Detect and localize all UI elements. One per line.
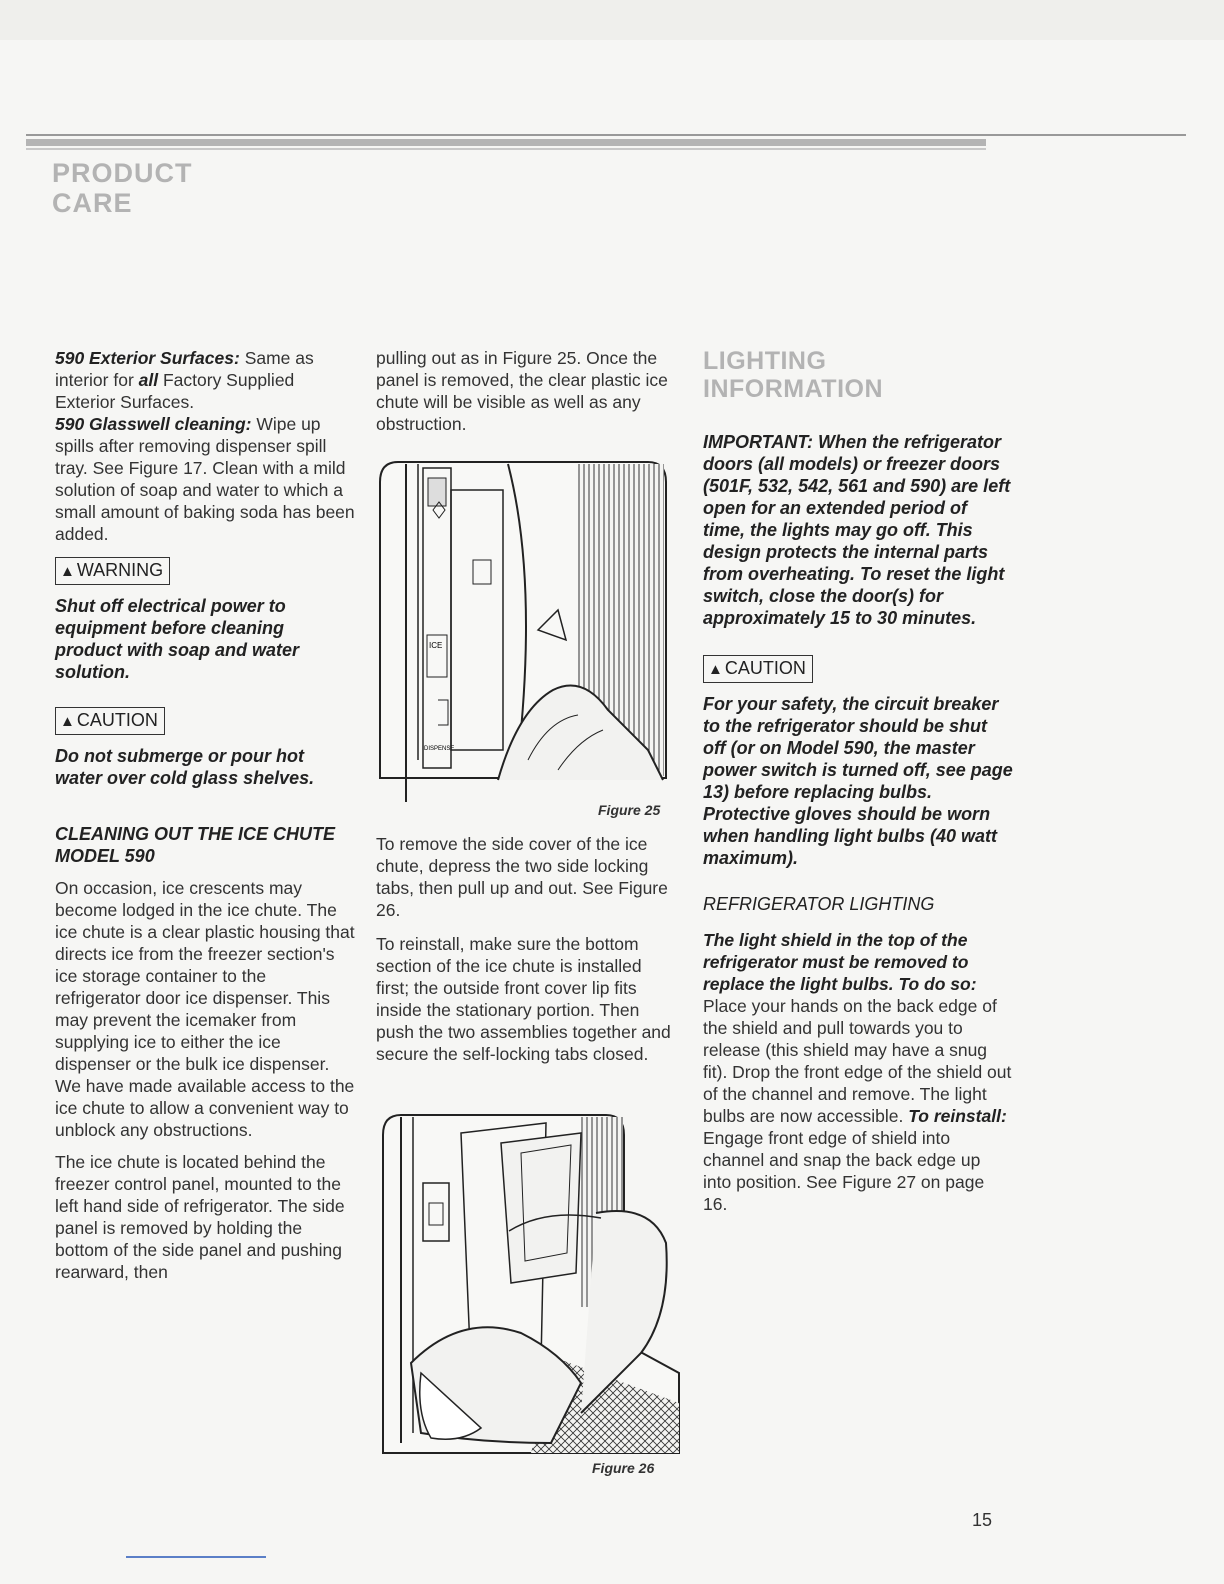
text-glasswell: Wipe up spills after removing dispenser spill tray. See Figure 17. Clean with a mild solution of soap and water to which a small amount of baking soda has been added. xyxy=(55,414,355,544)
warning-label: WARNING xyxy=(76,560,164,580)
header-rule-thick xyxy=(26,139,986,146)
subheading-ice-chute: CLEANING OUT THE ICE CHUTE MODEL 590 xyxy=(55,824,336,866)
lighting-title-line2: INFORMATION xyxy=(703,375,884,403)
figure-25-label-dispense: DISPENSE xyxy=(424,746,455,752)
paragraph-ice-chute-intro: On occasion, ice crescents may become lodged in the ice chute. The ice chute is a clear plastic housing that directs ice from the freezer section's ice storage container to the refrigerator door ice dispenser. This may prevent the icemaker from supplying ice to either the ice dispenser or the bulk ice dispenser. We have made available access to the ice chute to allow a convenient way to unblock any obstructions. xyxy=(55,878,355,1140)
figure-25-caption: Figure 25 xyxy=(598,802,661,818)
warning-badge xyxy=(55,557,170,585)
caution-label-lighting: CAUTION xyxy=(724,658,806,678)
text-exterior: Same as interior for xyxy=(55,348,314,390)
caution-label: CAUTION xyxy=(76,710,158,730)
lighting-title xyxy=(703,347,1013,403)
figure-26-caption: Figure 26 xyxy=(592,1460,655,1476)
figure-26-illustration xyxy=(381,1113,681,1458)
bottom-blue-rule xyxy=(126,1556,266,1558)
important-notice: IMPORTANT: When the refrigerator doors (all models) or freezer doors (501F, 532, 542, 561 and 590) are left open for an extended period of time, the lights may go off. This design protects the internal parts from overheating. To reset the light switch, close the door(s) for approximately 15 to 30 minutes. xyxy=(703,432,1011,628)
column-middle-lower xyxy=(376,833,672,1075)
caution-triangle-icon-lighting: ▲ xyxy=(708,661,723,678)
lead-exterior-surfaces: 590 Exterior Surfaces: xyxy=(55,348,240,368)
lead-reinstall: To reinstall: xyxy=(908,1106,1007,1126)
column-middle xyxy=(376,347,672,445)
lighting-title-line1: LIGHTING xyxy=(703,347,827,375)
lead-glasswell-cleaning: 590 Glasswell cleaning: xyxy=(55,414,252,434)
paragraph-ice-chute-location: The ice chute is located behind the freezer control panel, mounted to the left hand side of refrigerator. The side panel is removed by holding the bottom of the side panel and pushing rearward, then xyxy=(55,1152,345,1282)
text-reinstall: Engage front edge of shield into channel and snap the back edge up into position. See Figure 27 on page 16. xyxy=(703,1128,985,1214)
section-title-line1: PRODUCT xyxy=(52,158,193,188)
caution-badge xyxy=(55,707,165,735)
paragraph-pulling-out: pulling out as in Figure 25. Once the panel is removed, the clear plastic ice chute will be visible as well as any obstruction. xyxy=(376,348,668,434)
paragraph-remove-side-cover: To remove the side cover of the ice chute, depress the two side locking tabs, then pull up and out. See Figure 26. xyxy=(376,834,668,920)
subheading-refrigerator-lighting: REFRIGERATOR LIGHTING xyxy=(703,894,935,914)
paragraph-exterior-surfaces xyxy=(55,347,355,413)
caution-triangle-icon: ▲ xyxy=(60,713,75,730)
text-light-shield: Place your hands on the back edge of the shield and pull towards you to release (this shield may have a snug fit). Drop the front edge of the shield out of the channel and remove. The light bulbs are now accessible. xyxy=(703,996,1012,1126)
figure-25-label-ice: ICE xyxy=(429,641,443,650)
section-title-line2: CARE xyxy=(52,188,133,218)
caution-badge-lighting xyxy=(703,655,813,683)
column-right xyxy=(703,347,1013,1225)
warning-text: Shut off electrical power to equipment before cleaning product with soap and water solution. xyxy=(55,596,300,682)
header-rule-lower xyxy=(26,148,986,150)
section-title xyxy=(52,158,193,218)
paragraph-light-shield xyxy=(703,929,1013,1215)
warning-triangle-icon: ▲ xyxy=(60,563,75,580)
top-margin xyxy=(0,0,1224,40)
paragraph-reinstall: To reinstall, make sure the bottom section of the ice chute is installed first; the outside front cover lip fits inside the stationary portion. Then push the two assemblies together and secure the self-locking tabs closed. xyxy=(376,934,671,1064)
page-number: 15 xyxy=(972,1510,993,1530)
text-exterior-tail: Factory Supplied Exterior Surfaces. xyxy=(55,370,295,412)
figure-25-illustration xyxy=(378,460,668,805)
caution-text-lighting: For your safety, the circuit breaker to the refrigerator should be shut off (or on Model 590, the master power switch is turned off, see page 13) before replacing bulbs. Protective gloves should be worn when handling light bulbs (40 watt maximum). xyxy=(703,694,1013,868)
column-left xyxy=(55,347,355,1293)
header-rule-thin xyxy=(26,134,1186,136)
emphasis-all: all xyxy=(138,370,159,390)
paragraph-glasswell-cleaning xyxy=(55,413,355,545)
lead-light-shield: The light shield in the top of the refrigerator must be removed to replace the light bulbs. To do so: xyxy=(703,930,977,994)
caution-text: Do not submerge or pour hot water over cold glass shelves. xyxy=(55,746,315,788)
